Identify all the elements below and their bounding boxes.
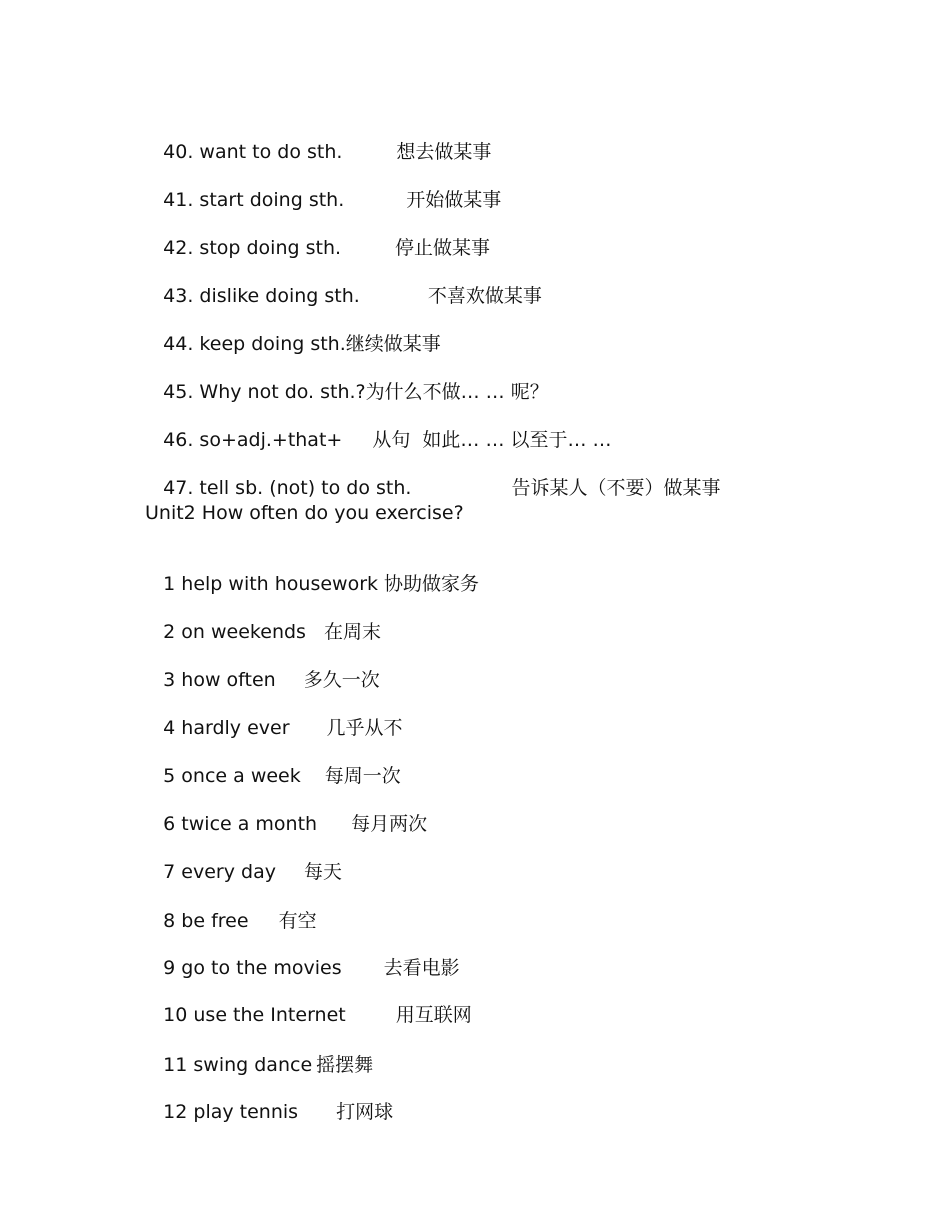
phrase-english: 7 every day <box>163 861 276 883</box>
unit2-heading: Unit2 How often do you exercise? <box>145 502 464 524</box>
phrase-english: 41. start doing sth. <box>163 189 345 211</box>
phrase-english: 47. tell sb. (not) to do sth. <box>163 477 412 499</box>
phrase-chinese: 打网球 <box>336 1101 394 1123</box>
phrase-english: 11 swing dance <box>163 1054 313 1076</box>
phrase-chinese: 停止做某事 <box>395 237 491 259</box>
phrase-chinese: 摇摆舞 <box>316 1054 374 1076</box>
phrase-english: 9 go to the movies <box>163 957 342 979</box>
phrase-english: 8 be free <box>163 910 249 932</box>
phrase-chinese: 几乎从不 <box>326 717 403 739</box>
phrase-english: 5 once a week <box>163 765 301 787</box>
phrase-chinese: 告诉某人（不要）做某事 <box>511 477 721 499</box>
phrase-english: 10 use the Internet <box>163 1004 346 1026</box>
phrase-english: 45. Why not do. sth.? <box>163 381 366 403</box>
phrase-chinese: 不喜欢做某事 <box>427 285 542 307</box>
phrase-chinese: 从句 如此… … 以至于… … <box>372 429 612 451</box>
phrase-chinese: 为什么不做… … 呢？ <box>365 381 549 403</box>
phrase-chinese: 协助做家务 <box>384 573 480 595</box>
phrase-english: 40. want to do sth. <box>163 141 343 163</box>
phrase-english: 46. so+adj.+that+ <box>163 429 343 451</box>
phrase-english: 3 how often <box>163 669 276 691</box>
phrase-chinese: 每周一次 <box>324 765 401 787</box>
phrase-chinese: 想去做某事 <box>396 141 492 163</box>
phrase-english: 43. dislike doing sth. <box>163 285 360 307</box>
phrase-english: 1 help with housework <box>163 573 379 595</box>
phrase-chinese: 用互联网 <box>395 1004 472 1026</box>
phrase-english: 44. keep doing sth. <box>163 333 346 355</box>
phrase-chinese: 继续做某事 <box>345 333 441 355</box>
phrase-chinese: 在周末 <box>323 621 381 643</box>
phrase-chinese: 每天 <box>303 861 342 883</box>
phrase-chinese: 开始做某事 <box>406 189 502 211</box>
phrase-english: 4 hardly ever <box>163 717 290 739</box>
phrase-english: 2 on weekends <box>163 621 306 643</box>
phrase-english: 12 play tennis <box>163 1101 299 1123</box>
phrase-line-u2-12 <box>139 1076 393 1148</box>
phrase-chinese: 多久一次 <box>303 669 380 691</box>
phrase-chinese: 去看电影 <box>383 957 460 979</box>
phrase-english: 6 twice a month <box>163 813 318 835</box>
phrase-chinese: 每月两次 <box>351 813 428 835</box>
phrase-english: 42. stop doing sth. <box>163 237 342 259</box>
phrase-chinese: 有空 <box>278 910 317 932</box>
